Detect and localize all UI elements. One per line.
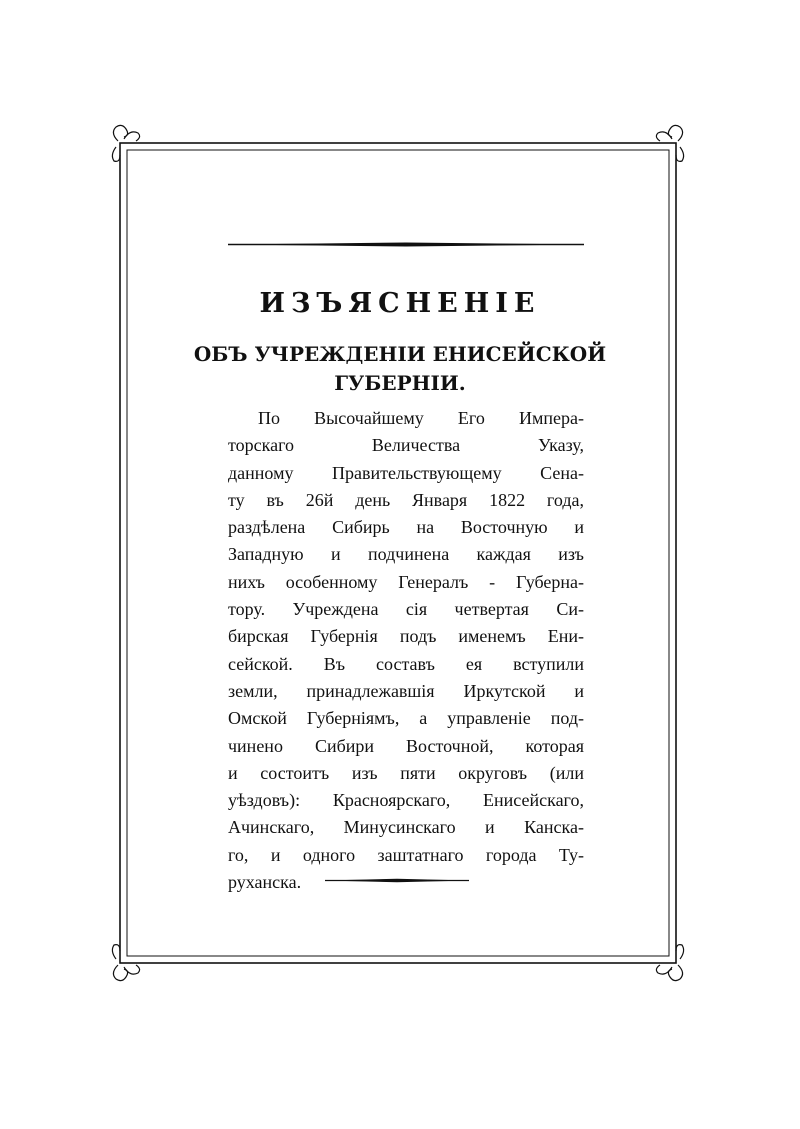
page-title: ИЗЪЯСНЕНІЕ	[259, 288, 541, 319]
body-line: раздѣлена Сибирь на Восточную и	[228, 517, 584, 538]
body-line: данному Правительствующему Сена-	[228, 462, 584, 483]
body-line: руханска.	[228, 872, 302, 893]
body-line: го, и одного заштатнаго города Ту-	[228, 844, 584, 865]
body-line: Западную и подчинена каждая изъ	[228, 544, 584, 565]
body-paragraph	[228, 405, 584, 896]
body-line: тору. Учреждена сія четвертая Си-	[228, 599, 584, 620]
body-line: Омской Губерніямъ, а управленіе под-	[228, 708, 584, 729]
subtitle-line-1: ОБЪ УЧРЕЖДЕНІИ ЕНИСЕЙСКОЙ	[193, 342, 607, 366]
body-line: уѣздовъ): Красноярскаго, Енисейскаго,	[228, 790, 584, 811]
body-line: чинено Сибири Восточной, которая	[228, 735, 584, 756]
body-line: нихъ особенному Генералъ - Губерна-	[228, 571, 584, 592]
body-line: ту въ 26й день Января 1822 года,	[228, 489, 584, 510]
body-line: и состоитъ изъ пяти округовъ (или	[228, 762, 584, 783]
page-subtitle	[180, 340, 620, 398]
body-line: По Высочайшему Его Импера-	[258, 408, 584, 428]
body-line: земли, принадлежавшія Иркутской и	[228, 680, 584, 701]
body-line: Ачинскаго, Минусинскаго и Канска-	[228, 817, 584, 838]
body-line: сейской. Въ составъ ея вступили	[228, 653, 584, 674]
bottom-divider-rule	[325, 878, 469, 883]
body-line: торскаго Величества Указу,	[228, 435, 584, 456]
body-line: бирская Губернія подъ именемъ Ени-	[228, 626, 584, 647]
top-divider-rule	[228, 242, 584, 247]
subtitle-line-2: ГУБЕРНІИ.	[334, 371, 466, 395]
